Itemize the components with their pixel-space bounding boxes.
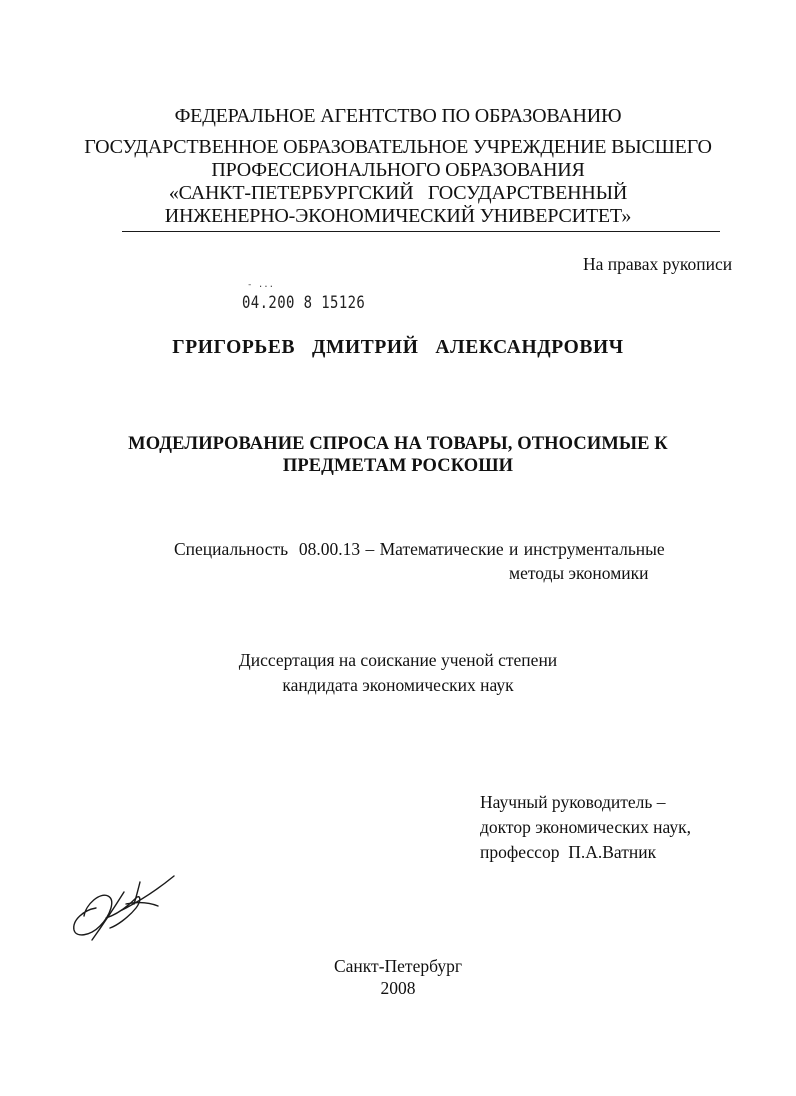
city-year: [0, 955, 796, 999]
degree-line: Диссертация на соискание ученой степени: [238, 650, 558, 670]
advisor-line: доктор экономических наук,: [480, 817, 691, 837]
manuscript-rights-note: На правах рукописи: [583, 254, 733, 274]
advisor-line: профессор П.А.Ватник: [480, 842, 657, 862]
institution-line: ГОСУДАРСТВЕННОЕ ОБРАЗОВАТЕЛЬНОЕ УЧРЕЖДЕНИЕ ВЫСШЕГО: [84, 136, 712, 158]
agency-name: ФЕДЕРАЛЬНОЕ АГЕНТСТВО ПО ОБРАЗОВАНИЮ: [174, 105, 622, 127]
scientific-advisor: [480, 790, 691, 865]
institution-line: «САНКТ-ПЕТЕРБУРГСКИЙ ГОСУДАРСТВЕННЫЙ: [168, 182, 628, 204]
degree-line: кандидата экономических наук: [282, 675, 514, 695]
advisor-line: Научный руководитель –: [480, 792, 666, 812]
institution-line: ПРОФЕССИОНАЛЬНОГО ОБРАЗОВАНИЯ: [211, 159, 585, 181]
title-line: ПРЕДМЕТАМ РОСКОШИ: [282, 456, 514, 476]
stamp-marks: - ...: [247, 280, 275, 290]
year: 2008: [380, 978, 416, 998]
handwritten-signature-icon: [66, 870, 184, 942]
specialty-line-2: методы экономики: [509, 563, 649, 583]
dissertation-title: [0, 433, 796, 477]
author-name: ГРИГОРЬЕВ ДМИТРИЙ АЛЕКСАНДРОВИЧ: [172, 337, 624, 358]
city: Санкт-Петербург: [333, 956, 463, 976]
institution-name: [0, 136, 796, 228]
title-line: МОДЕЛИРОВАНИЕ СПРОСА НА ТОВАРЫ, ОТНОСИМЫЕ К: [128, 434, 668, 454]
specialty-line-1: Специальность 08.00.13 – Математические и инструментальные: [174, 539, 665, 559]
header-divider: [122, 231, 720, 232]
registration-stamp-number: 04.200 8 15126: [242, 293, 366, 313]
degree-statement: [0, 648, 796, 698]
institution-line: ИНЖЕНЕРНО-ЭКОНОМИЧЕСКИЙ УНИВЕРСИТЕТ»: [164, 205, 632, 227]
